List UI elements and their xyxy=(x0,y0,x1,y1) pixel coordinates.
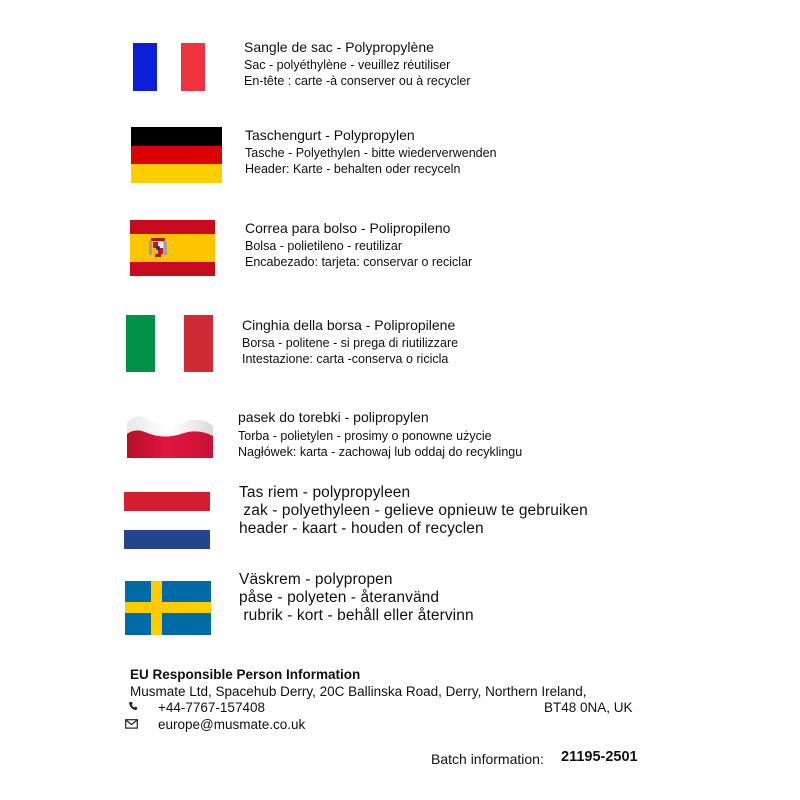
spanish-line-2: Bolsa - polietileno - reutilizar xyxy=(245,239,403,253)
germany-flag xyxy=(131,127,222,183)
french-line-1: Sangle de sac - Polypropylène xyxy=(244,39,434,55)
sweden-flag-cross-horizontal xyxy=(125,602,211,613)
netherlands-flag-blue-band xyxy=(124,530,210,549)
italian-line-2: Borsa - politene - si prega di riutilizzare xyxy=(242,336,459,350)
italy-flag-white-band xyxy=(155,315,184,372)
german-line-3: Header: Karte - behalten oder recyceln xyxy=(245,162,461,176)
swedish-line-2: påse - polyeten - återanvänd xyxy=(239,589,440,606)
sweden-flag xyxy=(125,581,211,635)
email-icon xyxy=(125,719,138,729)
france-flag-red-band xyxy=(181,43,205,91)
poland-flag-waving xyxy=(127,412,213,458)
italy-flag xyxy=(126,315,213,372)
eu-info-phone: +44-7767-157408 xyxy=(158,700,265,715)
germany-flag-red-band xyxy=(131,146,222,164)
spain-flag-top-red-band xyxy=(130,220,215,234)
spain-coat-of-arms-icon xyxy=(148,237,168,259)
swedish-line-1: Väskrem - polypropen xyxy=(239,571,393,588)
italian-line-3: Intestazione: carta -conserva o ricicla xyxy=(242,352,449,366)
spain-flag xyxy=(130,220,215,276)
phone-icon xyxy=(128,701,138,711)
eu-info-heading: EU Responsible Person Information xyxy=(130,667,361,682)
dutch-line-1: Tas riem - polypropyleen xyxy=(239,484,411,501)
spanish-line-1: Correa para bolso - Polipropileno xyxy=(245,220,451,236)
batch-value: 21195-2501 xyxy=(561,749,638,765)
spain-flag-bottom-red-band xyxy=(130,262,215,276)
dutch-line-2: zak - polyethyleen - gelieve opnieuw te gebruiken xyxy=(239,502,588,519)
french-line-2: Sac - polyéthylène - veuillez réutiliser xyxy=(244,58,451,72)
germany-flag-black-band xyxy=(131,127,222,146)
spanish-line-3: Encabezado: tarjeta: conservar o reciclar xyxy=(245,255,473,269)
netherlands-flag-white-band xyxy=(124,511,210,530)
german-line-1: Taschengurt - Polypropylen xyxy=(245,127,415,143)
french-line-3: En-tête : carte -à conserver ou à recycler xyxy=(244,74,471,88)
poland-flag xyxy=(127,412,213,458)
eu-info-postcode: BT48 0NA, UK xyxy=(544,700,633,715)
polish-line-3: Nagłówek: karta - zachowaj lub oddaj do recyklingu xyxy=(238,445,523,459)
netherlands-flag xyxy=(124,492,210,549)
polish-line-1: pasek do torebki - polipropylen xyxy=(238,409,429,425)
eu-info-address: Musmate Ltd, Spacehub Derry, 20C Ballinska Road, Derry, Northern Ireland, xyxy=(130,684,587,699)
german-line-2: Tasche - Polyethylen - bitte wiederverwenden xyxy=(245,146,497,160)
swedish-line-3: rubrik - kort - behåll eller återvinn xyxy=(239,607,474,624)
france-flag-white-band xyxy=(157,43,181,91)
polish-line-2: Torba - polietylen - prosimy o ponowne użycie xyxy=(238,429,492,443)
france-flag xyxy=(133,43,205,91)
batch-label: Batch information: xyxy=(431,751,544,767)
italy-flag-red-band xyxy=(184,315,213,372)
spain-flag-yellow-band xyxy=(130,234,215,262)
netherlands-flag-red-band xyxy=(124,492,210,511)
france-flag-blue-band xyxy=(133,43,157,91)
eu-info-email: europe@musmate.co.uk xyxy=(158,717,306,732)
dutch-line-3: header - kaart - houden of recyclen xyxy=(239,520,484,537)
italy-flag-green-band xyxy=(126,315,155,372)
italian-line-1: Cinghia della borsa - Polipropilene xyxy=(242,317,456,333)
germany-flag-gold-band xyxy=(131,164,222,183)
